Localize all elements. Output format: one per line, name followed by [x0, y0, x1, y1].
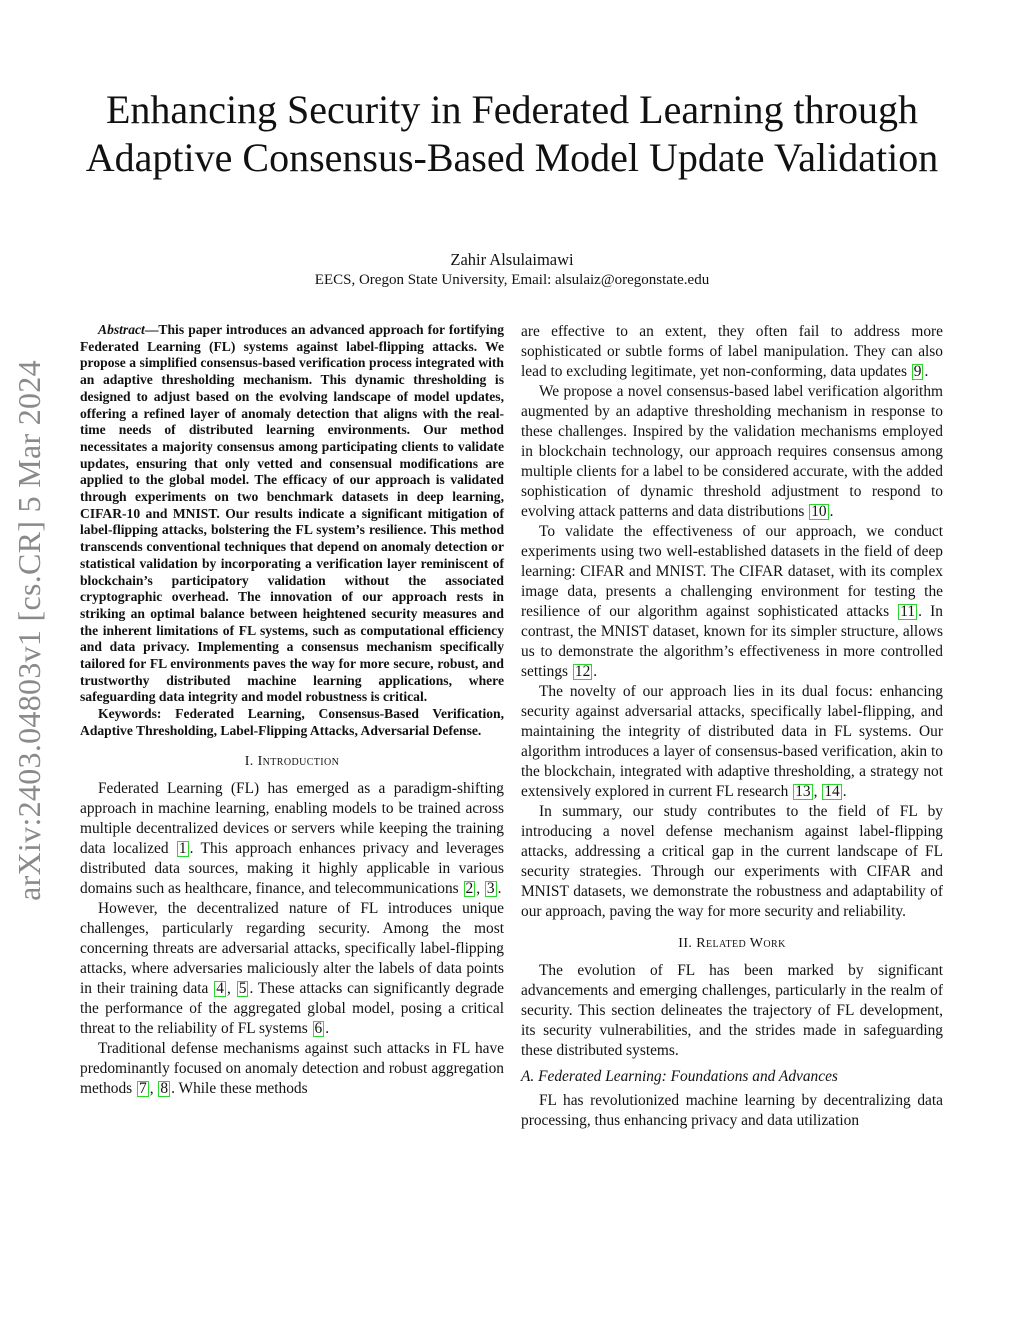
citation-link[interactable]: 8 [160, 1079, 169, 1097]
intro-paragraph-1: Federated Learning (FL) has emerged as a paradigm-shifting approach in machine learning, enabling models to be trained across multiple decentralized devices or servers while keeping the training data localized 1 . This approach enhances privacy and leverages distributed data sources, making it highly applicable in various domains such as healthcare, finance, and telecommunications 2 , 3 . [80, 779, 504, 897]
citation-link[interactable]: 11 [900, 603, 916, 620]
citation-link[interactable]: 14 [824, 783, 840, 800]
citation-link[interactable]: 4 [216, 979, 224, 997]
related-paragraph-2: FL has revolutionized machine learning by decentralizing data processing, thus enhancing privacy and data utilization [521, 1092, 943, 1129]
author-name: Zahir Alsulaimawi [450, 250, 574, 269]
section-heading-related-work: II. Related Work [678, 936, 786, 951]
left-column [80, 322, 504, 1099]
intro-paragraph-8: In summary, our study contributes to the field of FL by introducing a novel defense mechanism against label-flipping attacks, addressing a critical gap in the current landscape of FL security strategies. Through our experiments with CIFAR and MNIST datasets, we demonstrate the robustness and adaptability of our approach, paving the way for more security and reliability. [521, 803, 943, 920]
intro-paragraph-5: We propose a novel consensus-based label verification algorithm augmented by an adaptive thresholding mechanism in response to these challenges. Inspired by the validation mechanisms employed in blockchain technology, our approach requires consensus among multiple clients for a label to be considered accurate, with the added sophistication of dynamic threshold adjustment to respond to evolving attack patterns and data distributions 10 . [521, 383, 943, 520]
intro-paragraph-3: Traditional defense mechanisms against such attacks in FL have predominantly focused on anomaly detection and robust aggregation methods 7 , 8 . While these methods [80, 1039, 504, 1097]
abstract [80, 322, 504, 706]
citation-link[interactable]: 12 [574, 663, 591, 680]
keywords: Keywords: Federated Learning, Consensus-Based Verification, Adaptive Thresholding, Label-Flipping Attacks, Adversarial Defense. [80, 706, 504, 738]
intro-paragraph-6: To validate the effectiveness of our approach, we conduct experiments using two well-established datasets in the field of deep learning: CIFAR and MNIST. The CIFAR dataset, with its complex image data, presents a challenging environment for testing the resilience of our algorithm against sophisticated attacks 11 . In contrast, the MNIST dataset, known for its simpler structure, allows us to demonstrate the algorithm’s effectiveness in more controlled settings 12 . [521, 523, 943, 680]
author-affiliation: EECS, Oregon State University, Email: alsulaiz@oregonstate.edu [314, 272, 710, 288]
paper-title: Enhancing Security in Federated Learning through Adaptive Consensus-Based Model Update Validation [85, 87, 939, 180]
subsection-heading-fl-foundations: A. Federated Learning: Foundations and Advances [521, 1068, 838, 1085]
intro-paragraph-4: are effective to an extent, they often fail to address more sophisticated or subtle forms of label manipulation. They can also lead to excluding legitimate, yet non-conforming, data updates 9 . [521, 323, 943, 380]
abstract-label: Abstract [98, 322, 145, 337]
citation-link[interactable]: 6 [314, 1019, 323, 1037]
right-column [521, 322, 943, 1131]
section-heading-introduction: I. Introduction [244, 753, 340, 769]
intro-paragraph-2: However, the decentralized nature of FL introduces unique challenges, particularly regarding security. Among the most concerning threats are adversarial attacks, specifically label-flipping attacks, where adversaries maliciously alter the labels of data points in their training data 4 , 5 . These attacks can significantly degrade the performance of the aggregated global model, posing a critical threat to the reliability of FL systems 6 . [80, 899, 504, 1037]
citation-link[interactable]: 7 [139, 1079, 147, 1097]
abstract-text: —This paper introduces an advanced approach for fortifying Federated Learning (FL) systems against label-flipping attacks. We propose a simplified consensus-based verification process integrated with an adaptive thresholding mechanism. This dynamic thresholding is designed to adjust based on the evolving landscape of model updates, offering a refined layer of anomaly detection that aligns with the real-time needs of distributed learning environments. Our method necessitates a majority consensus among participating clients to validate updates, ensuring that only vetted and consensual modifications are applied to the global model. The efficacy of our approach is validated through experiments on two benchmark datasets in deep learning, CIFAR-10 and MNIST. Our results indicate a significant mitigation of label-flipping attacks, bolstering the FL system’s resilience. This method transcends conventional techniques that depend on anomaly detection or statistical validation by incorporating a verification layer reminiscent of blockchain’s participatory validation without the associated cryptographic overhead. The innovation of our approach rests in striking an optimal balance between heightened security measures and the inherent limitations of FL systems, such as computational efficiency and data privacy. Implementing a consensus mechanism specifically tailored for FL environments paves the way for more secure, robust, and trustworthy distributed machine learning applications, where safeguarding data integrity and model robustness is critical. [80, 322, 504, 705]
arxiv-identifier [8, 330, 50, 930]
citation-link[interactable]: 3 [486, 879, 495, 897]
citation-link[interactable]: 9 [913, 363, 922, 380]
citation-link[interactable]: 1 [178, 839, 187, 857]
citation-link[interactable]: 13 [795, 783, 811, 800]
citation-link[interactable]: 2 [465, 879, 474, 897]
related-paragraph-1: The evolution of FL has been marked by significant advancements and emerging challenges, particularly in the realm of security. This section delineates the trajectory of FL development, its security vulnerabilities, and the strides made in safeguarding these distributed systems. [521, 962, 943, 1059]
arxiv-id-text: arXiv:2403.04803v1 [cs.CR] 5 Mar 2024 [10, 359, 47, 901]
citation-link[interactable]: 5 [238, 979, 247, 997]
intro-paragraph-7: The novelty of our approach lies in its dual focus: enhancing security against adversarial attacks, specifically label-flipping, and maintaining the integrity of distributed data in FL systems. Our algorithm introduces a layer of consensus-based verification, akin to the blockchain, integrated with adaptive thresholding, a strategy not extensively explored in current FL research 13 , 14 . [521, 683, 943, 800]
citation-link[interactable]: 10 [811, 503, 827, 520]
